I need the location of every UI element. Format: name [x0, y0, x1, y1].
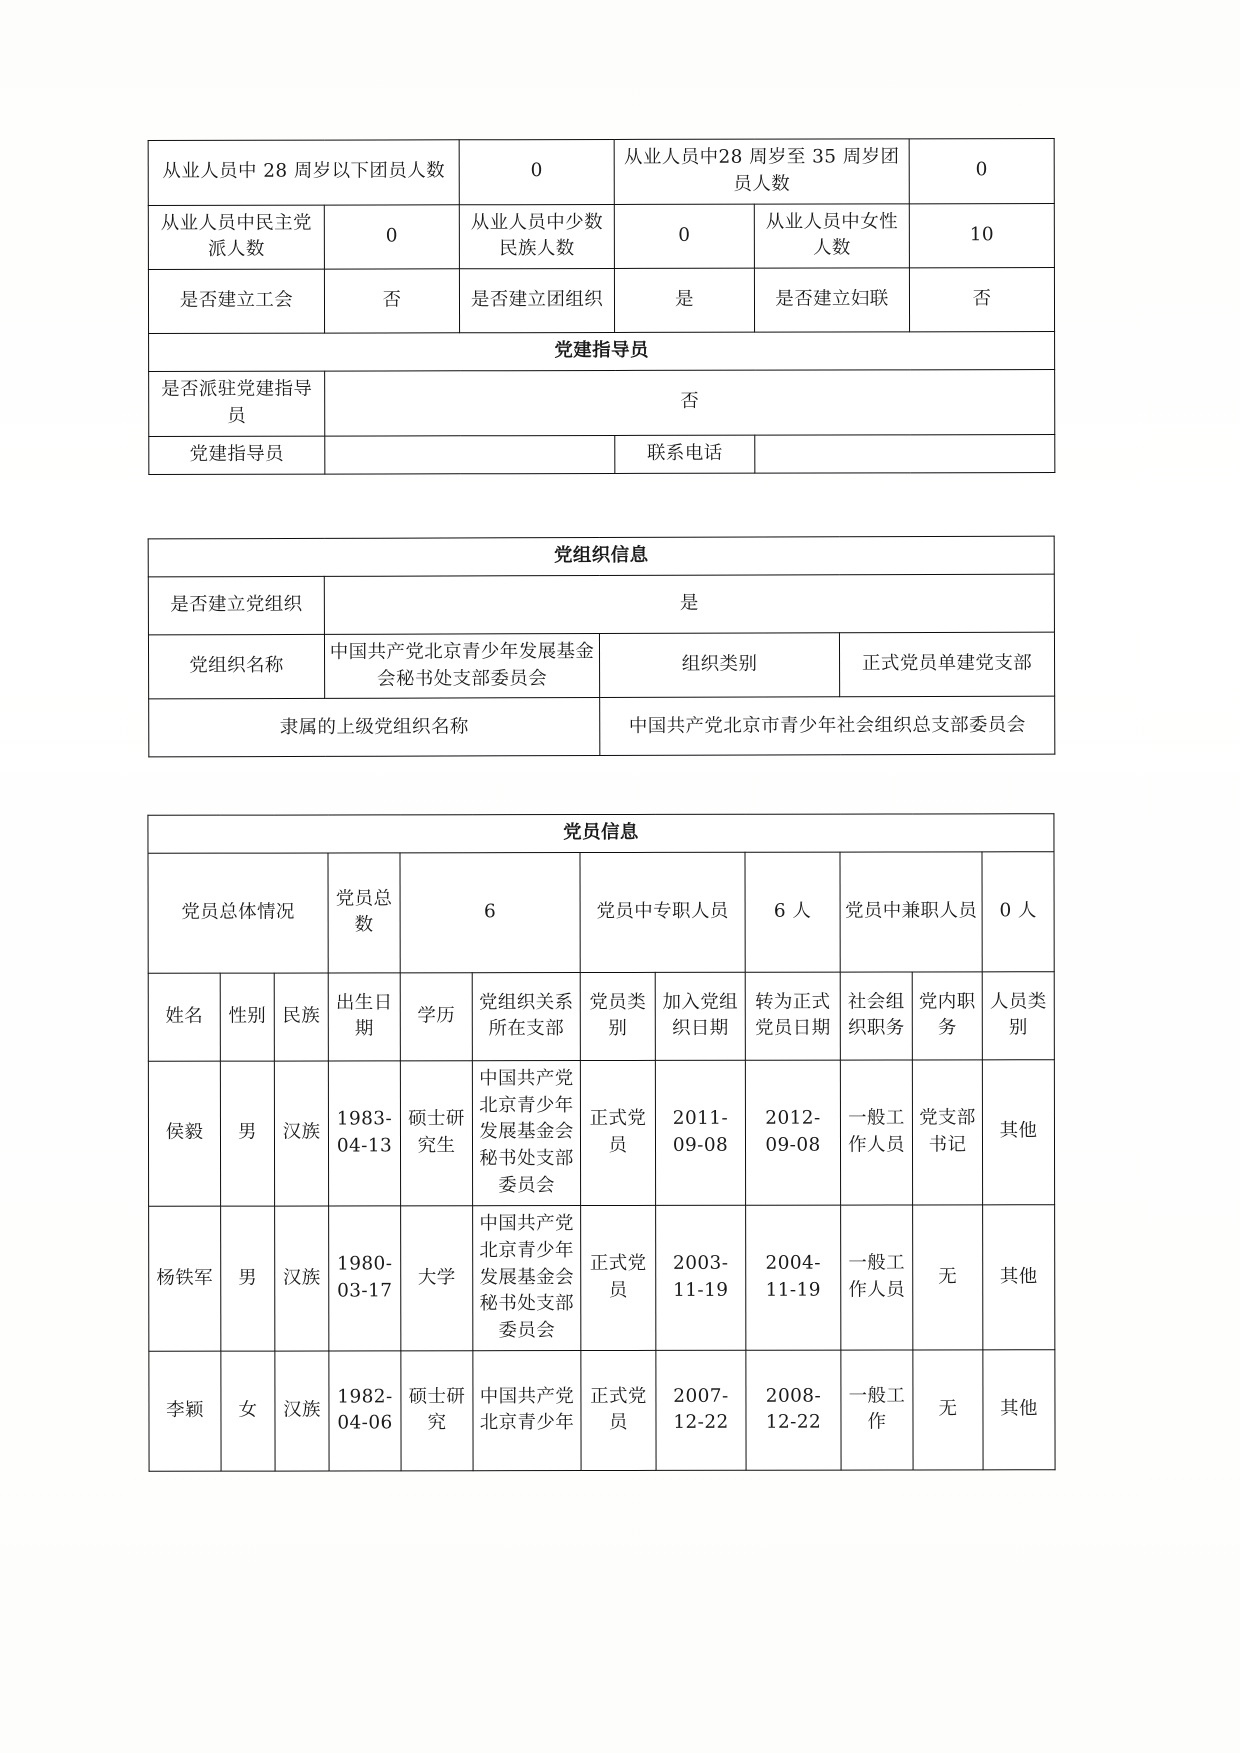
- table-row: [149, 434, 1055, 474]
- youth-28to35-label: 从业人员中28 周岁至 35 周岁团员人数: [614, 139, 909, 204]
- table-row: [149, 332, 1055, 372]
- instructor-phone-label: 联系电话: [615, 435, 755, 473]
- employee-info-table-block: [148, 139, 1055, 474]
- member-formal-date: 2004-11-19: [746, 1205, 841, 1350]
- member-summary-row: [148, 852, 1054, 974]
- member-formal-date: 2008-12-22: [746, 1350, 841, 1470]
- table-row: [148, 203, 1054, 270]
- union-label: 是否建立工会: [148, 269, 324, 333]
- member-person-type: 其他: [982, 1060, 1054, 1205]
- org-name-value: 中国共产党北京青少年发展基金会秘书处支部委员会: [324, 633, 599, 698]
- org-established-label: 是否建立党组织: [148, 576, 324, 635]
- table-row: [149, 370, 1055, 437]
- youth-under28-label: 从业人员中 28 周岁以下团员人数: [148, 140, 459, 205]
- member-name: 李颖: [149, 1351, 221, 1471]
- youth-28to35-value: 0: [909, 139, 1054, 204]
- member-gender: 男: [221, 1206, 275, 1351]
- member-fulltime-label: 党员中专职人员: [580, 852, 745, 972]
- org-established-value: 是: [324, 574, 1054, 634]
- dispatch-instructor-value: 否: [325, 370, 1055, 436]
- member-ethnicity: 汉族: [275, 1206, 329, 1351]
- table-row: [148, 574, 1054, 635]
- member-education: 大学: [401, 1206, 473, 1351]
- member-org-post: 一般工作人员: [841, 1205, 913, 1350]
- member-name: 侯毅: [148, 1061, 220, 1206]
- member-fulltime-value: 6 人: [745, 852, 840, 972]
- table-row: [148, 139, 1054, 206]
- member-birth: 1980-03-17: [329, 1206, 401, 1351]
- party-instructor-section-title: 党建指导员: [149, 332, 1055, 372]
- table-row: [149, 1350, 1055, 1472]
- member-type: 正式党员: [580, 1060, 655, 1205]
- member-education: 硕士研究: [401, 1351, 473, 1471]
- org-type-value: 正式党员单建党支部: [839, 632, 1054, 697]
- col-header-ethnicity: 民族: [274, 973, 328, 1061]
- youth-league-label: 是否建立团组织: [459, 269, 614, 333]
- youth-league-value: 是: [614, 268, 754, 332]
- table-row: [149, 697, 1055, 758]
- member-ethnicity: 汉族: [275, 1351, 329, 1471]
- member-gender: 女: [221, 1351, 275, 1471]
- col-header-gender: 性别: [220, 973, 274, 1061]
- female-label: 从业人员中女性人数: [754, 203, 909, 268]
- col-header-member-type: 党员类别: [580, 972, 655, 1060]
- member-formal-date: 2012-09-08: [745, 1060, 840, 1205]
- table-row: [148, 268, 1054, 334]
- org-type-label: 组织类别: [599, 633, 839, 698]
- col-header-education: 学历: [400, 973, 472, 1061]
- instructor-phone-value: [755, 434, 1055, 472]
- table-row: [148, 1060, 1054, 1207]
- parent-org-label: 隶属的上级党组织名称: [149, 698, 600, 757]
- col-header-org-post: 社会组织职务: [840, 972, 912, 1060]
- col-header-formal-date: 转为正式党员日期: [745, 972, 840, 1060]
- col-header-party-post: 党内职务: [912, 972, 982, 1060]
- union-value: 否: [324, 269, 459, 333]
- member-org-post: 一般工作: [841, 1350, 913, 1470]
- womens-federation-label: 是否建立妇联: [754, 268, 909, 332]
- member-join-date: 2007-12-22: [656, 1350, 746, 1470]
- member-education: 硕士研究生: [400, 1061, 472, 1206]
- member-parttime-label: 党员中兼职人员: [840, 852, 982, 972]
- member-party-post: 无: [913, 1205, 983, 1350]
- member-info-table-block: [148, 814, 1055, 1471]
- member-branch: 中国共产党北京青少年发展基金会秘书处支部委员会: [473, 1205, 581, 1350]
- col-header-join-date: 加入党组织日期: [655, 972, 745, 1060]
- member-ethnicity: 汉族: [274, 1061, 328, 1206]
- instructor-name-value: [325, 435, 615, 473]
- table-row: [148, 536, 1054, 577]
- table-row: [148, 814, 1054, 853]
- party-org-table-block: [148, 537, 1055, 756]
- member-type: 正式党员: [581, 1205, 656, 1350]
- org-name-label: 党组织名称: [148, 634, 324, 699]
- member-section-title: 党员信息: [148, 814, 1054, 853]
- member-birth: 1982-04-06: [329, 1351, 401, 1471]
- womens-federation-value: 否: [909, 268, 1054, 332]
- member-total-label: 党员总数: [328, 853, 400, 973]
- member-total-value: 6: [400, 852, 580, 972]
- member-person-type: 其他: [983, 1205, 1055, 1350]
- member-party-post: 党支部书记: [912, 1060, 982, 1205]
- member-type: 正式党员: [581, 1350, 656, 1470]
- party-org-section-title: 党组织信息: [148, 536, 1054, 577]
- member-person-type: 其他: [983, 1350, 1055, 1470]
- col-header-branch: 党组织关系所在支部: [472, 972, 580, 1060]
- col-header-person-type: 人员类别: [982, 972, 1054, 1060]
- female-value: 10: [909, 203, 1054, 268]
- member-overall-label: 党员总体情况: [148, 853, 328, 973]
- member-party-post: 无: [913, 1350, 983, 1470]
- member-branch: 中国共产党北京青少年发展基金会秘书处支部委员会: [472, 1060, 580, 1205]
- table-row: [148, 632, 1054, 699]
- col-header-birth: 出生日期: [328, 973, 400, 1061]
- youth-under28-value: 0: [459, 139, 614, 204]
- member-parttime-value: 0 人: [982, 852, 1054, 972]
- party-org-table: [148, 536, 1056, 758]
- member-org-post: 一般工作人员: [840, 1060, 912, 1205]
- minority-label: 从业人员中少数民族人数: [459, 204, 614, 269]
- democratic-party-label: 从业人员中民主党派人数: [148, 205, 324, 270]
- member-header-row: [148, 972, 1054, 1062]
- instructor-name-label: 党建指导员: [149, 436, 325, 474]
- table-row: [149, 1205, 1055, 1352]
- dispatch-instructor-label: 是否派驻党建指导员: [149, 371, 325, 436]
- member-birth: 1983-04-13: [328, 1061, 400, 1206]
- employee-info-table: [148, 138, 1056, 474]
- member-branch: 中国共产党北京青少年: [473, 1350, 581, 1470]
- parent-org-value: 中国共产党北京市青少年社会组织总支部委员会: [600, 697, 1055, 756]
- member-gender: 男: [220, 1061, 274, 1206]
- member-name: 杨铁军: [149, 1206, 221, 1351]
- member-info-table: [147, 813, 1055, 1472]
- col-header-name: 姓名: [148, 973, 220, 1061]
- member-join-date: 2003-11-19: [656, 1205, 746, 1350]
- democratic-party-value: 0: [324, 204, 459, 269]
- minority-value: 0: [614, 204, 754, 269]
- member-join-date: 2011-09-08: [655, 1060, 745, 1205]
